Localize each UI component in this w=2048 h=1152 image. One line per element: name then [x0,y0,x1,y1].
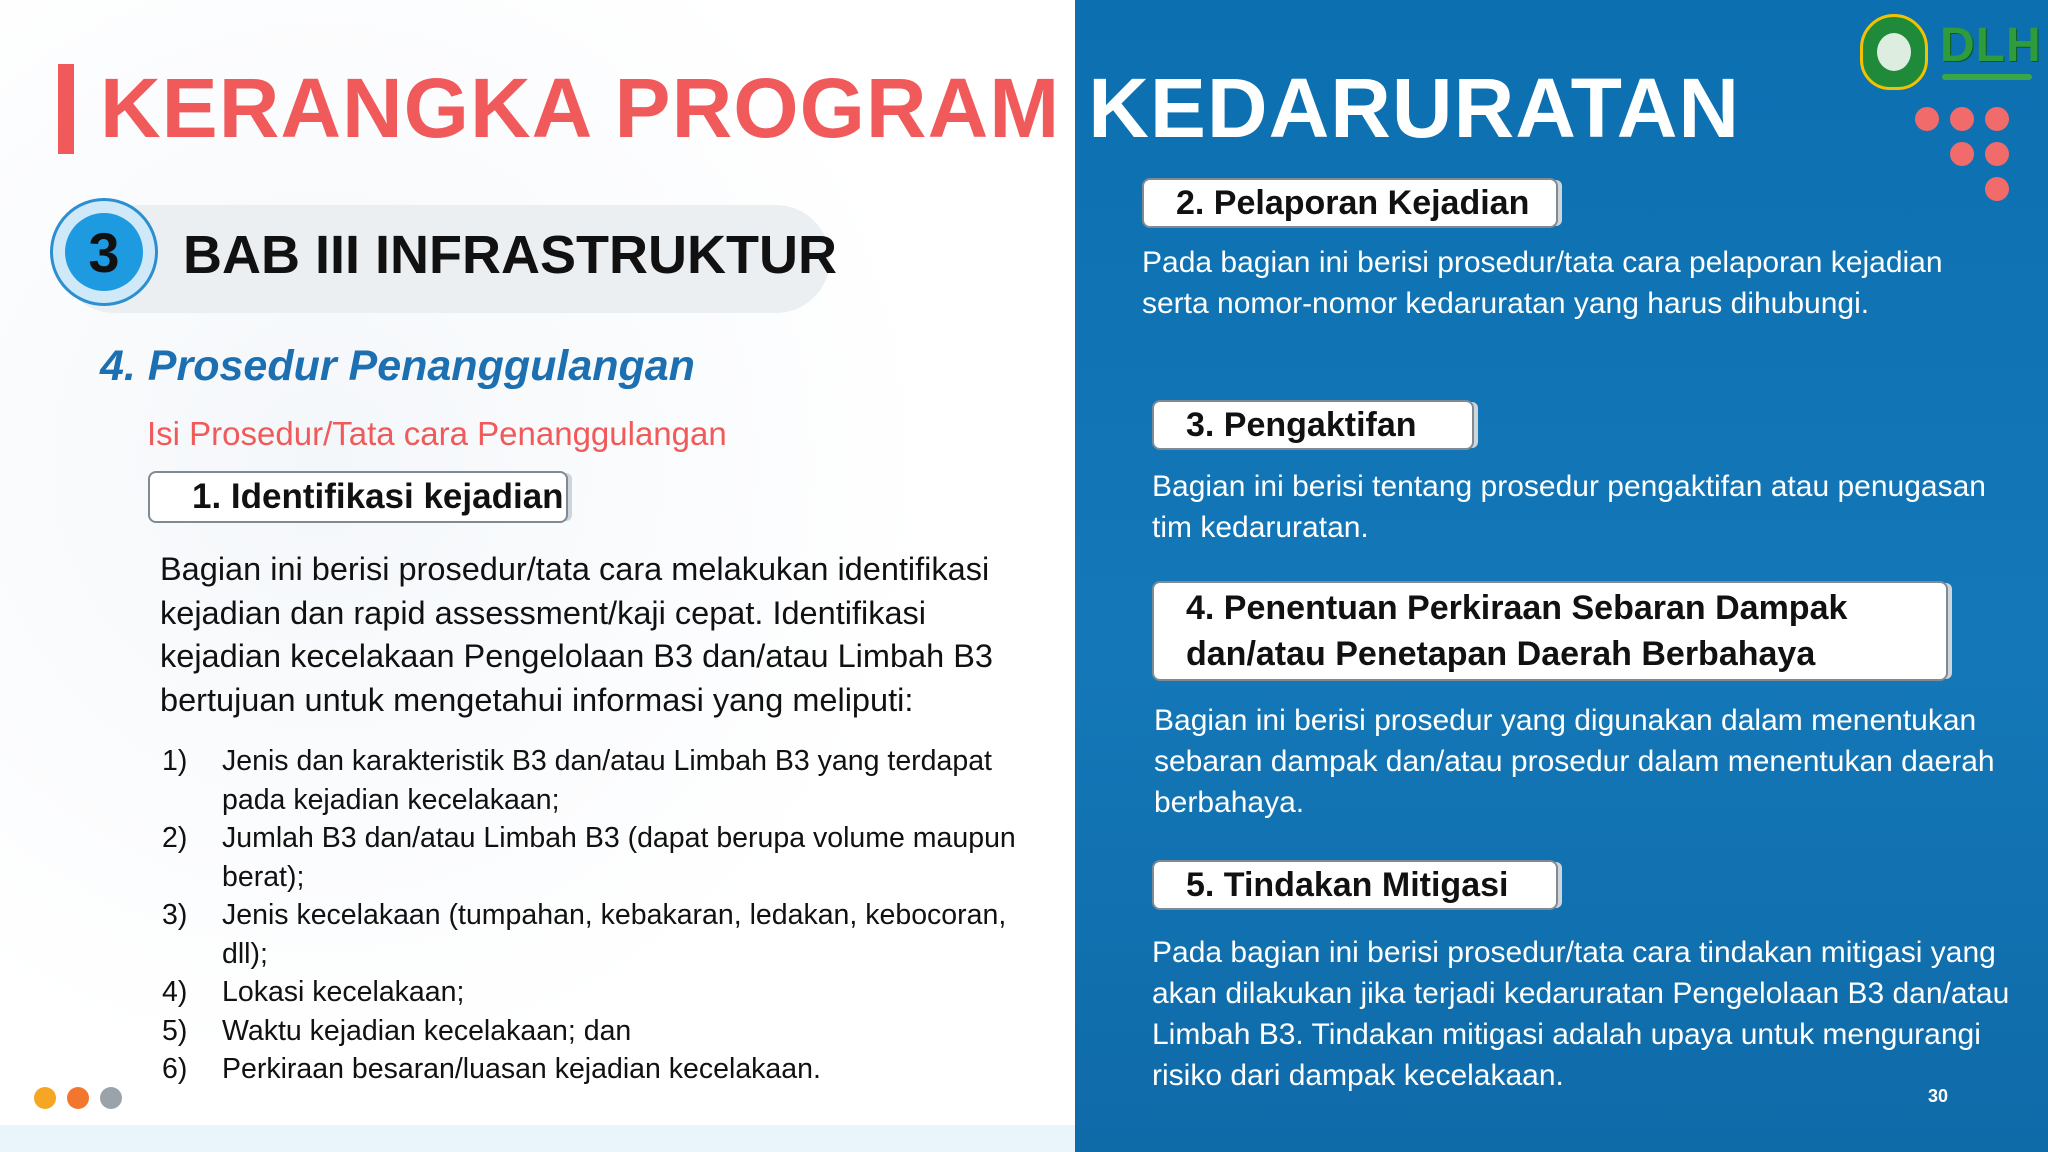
page-number: 30 [1928,1086,1949,1106]
item-1-body: Bagian ini berisi prosedur/tata cara melakukan identifikasi kejadian dan rapid assessment/kaji cepat. Identifikasi kejadian kecelakaan Pengelolaan B3 dan/atau Limbah B3 bertujuan untuk mengetahui informasi yang meliputi: [160,551,993,718]
list-item-text: Lokasi kecelakaan; [222,976,465,1008]
slide-title [100,58,1740,158]
item-3-heading: 3. Pengaktifan [1152,400,1474,450]
nav-dot-3[interactable] [100,1087,122,1109]
list-item-number: 1) [162,745,188,777]
list-item-text: Perkiraan besaran/luasan kejadian kecelakaan. [222,1053,821,1085]
section-subtitle: Isi Prosedur/Tata cara Penanggulangan [147,415,727,452]
dlh-logo-text: DLH [1940,19,2042,72]
chapter-title: BAB III INFRASTRUKTUR [183,225,837,285]
list-item [162,973,1042,1012]
dlh-logo [1856,12,2042,92]
item-1-list [162,742,1042,1089]
deco-dot [1950,107,1974,131]
list-item [162,742,1042,819]
decorative-dots [1915,107,2015,207]
section-title: 4. Prosedur Penanggulangan [100,342,695,390]
chapter-number-badge [50,198,158,306]
list-item-number: 6) [162,1053,188,1085]
list-item [162,819,1042,896]
deco-dot [1950,142,1974,166]
item-4-body: Bagian ini berisi prosedur yang digunakan dalam menentukan sebaran dampak dan/atau prosedur dalam menentukan daerah berbahaya. [1154,704,1995,819]
nav-dot-2[interactable] [67,1087,89,1109]
list-item-text: Jenis dan karakteristik B3 dan/atau Limbah B3 yang terdapat pada kejadian kecelakaan; [222,745,992,816]
item-4-heading: 4. Penentuan Perkiraan Sebaran Dampak dan/atau Penetapan Daerah Berbahaya [1152,581,1948,681]
dlh-logo-underline [1942,74,2032,80]
title-accent-bar [58,64,74,154]
item-2-body: Pada bagian ini berisi prosedur/tata cara pelaporan kejadian serta nomor-nomor kedaruratan yang harus dihubungi. [1142,246,1943,320]
item-5-heading: 5. Tindakan Mitigasi [1152,860,1558,910]
item-3-body: Bagian ini berisi tentang prosedur pengaktifan atau penugasan tim kedaruratan. [1152,470,1986,544]
item-2-heading: 2. Pelaporan Kejadian [1142,178,1558,228]
list-item-number: 3) [162,899,188,931]
slide-title-part2: KEDARURATAN [1088,61,1741,155]
deco-dot [1985,177,2009,201]
list-item-text: Jumlah B3 dan/atau Limbah B3 (dapat berupa volume maupun berat); [222,822,1016,893]
item-5-body: Pada bagian ini berisi prosedur/tata cara tindakan mitigasi yang akan dilakukan jika terjadi kedaruratan Pengelolaan B3 dan/atau Limbah B3. Tindakan mitigasi adalah upaya untuk mengurangi risiko dari dampak kecelakaan. [1152,936,2010,1092]
list-item [162,1012,1042,1051]
list-item [162,1050,1042,1089]
list-item [162,896,1042,973]
deco-dot [1915,107,1939,131]
list-item-number: 5) [162,1014,188,1047]
list-item-number: 4) [162,976,188,1008]
deco-dot [1985,107,2009,131]
province-seal-icon [1860,14,1928,90]
bottom-strip [0,1125,1075,1152]
item-1-heading: 1. Identifikasi kejadian [148,471,568,523]
nav-dot-1[interactable] [34,1087,56,1109]
slide-nav-dots [34,1087,134,1111]
list-item-text: Jenis kecelakaan (tumpahan, kebakaran, ledakan, kebocoran, dll); [222,899,1007,970]
list-item-number: 2) [162,822,188,854]
deco-dot [1985,142,2009,166]
chapter-number: 3 [65,213,143,291]
slide-title-part1: KERANGKA PROGRAM [100,61,1061,155]
list-item-text: Waktu kejadian kecelakaan; dan [222,1014,632,1047]
